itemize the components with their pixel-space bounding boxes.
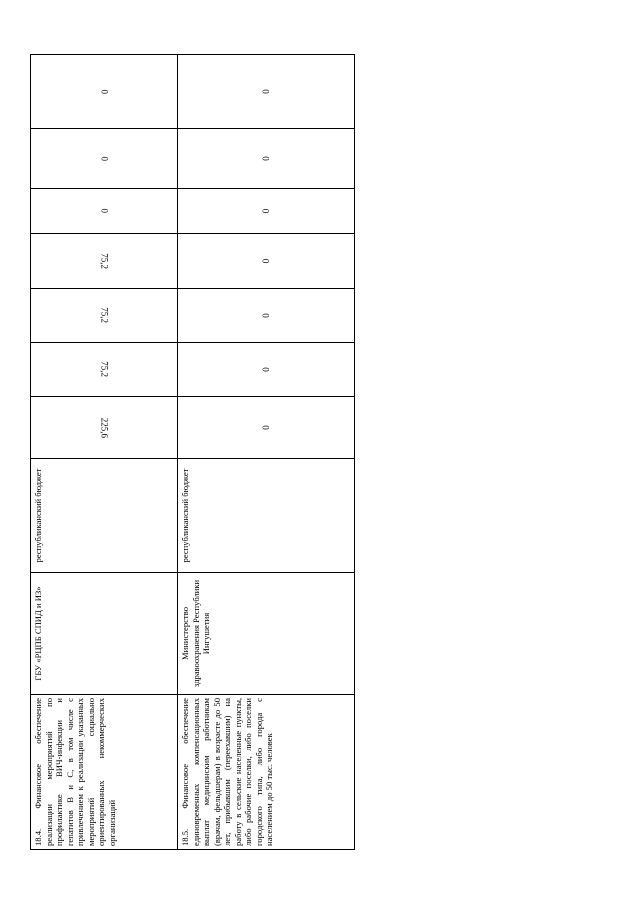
- value-cell: 0: [31, 189, 178, 234]
- value-cell: 0: [178, 55, 355, 129]
- program-table: [30, 54, 355, 850]
- row-executor: Министерство здравоохранения Республики Ингушетия: [178, 573, 355, 695]
- table-row: [31, 55, 178, 850]
- value-cell: 0: [31, 55, 178, 129]
- row-description: 18.5. Финансовое обеспечение единовременных компенсационных выплат медицинским работникам (врачам, фельдшерам) в возрасте до 50 лет, прибывшим (переехавшим) на работу в сельские населенные пункты, либо рабочие поселки, либо поселки городского типа, либо города с населением до 50 тыс. человек: [178, 695, 355, 850]
- table-row: [178, 55, 355, 850]
- row-funding-source: республиканский бюджет: [178, 459, 355, 573]
- value-cell: 75,2: [31, 289, 178, 343]
- row-executor: ГБУ «РЦПБ СПИД и ИЗ»: [31, 573, 178, 695]
- value-cell: 0: [178, 234, 355, 289]
- value-cell: 0: [178, 397, 355, 459]
- value-cell: 0: [31, 129, 178, 189]
- value-cell: 75,2: [31, 343, 178, 397]
- value-cell: 0: [178, 129, 355, 189]
- row-description: 18.4. Финансовое обеспечение реализации мероприятий по профилактике ВИЧ-инфекции и гепатитов B и C, в том числе с привлечением к реализации указанных мероприятий социально ориентированных некоммерческих организаций: [31, 695, 178, 850]
- row-funding-source: республиканский бюджет: [31, 459, 178, 573]
- value-cell: 0: [178, 189, 355, 234]
- value-cell: 0: [178, 289, 355, 343]
- value-cell: 75,2: [31, 234, 178, 289]
- rotated-table-container: [30, 55, 354, 850]
- value-cell: 0: [178, 343, 355, 397]
- value-cell: 225,6: [31, 397, 178, 459]
